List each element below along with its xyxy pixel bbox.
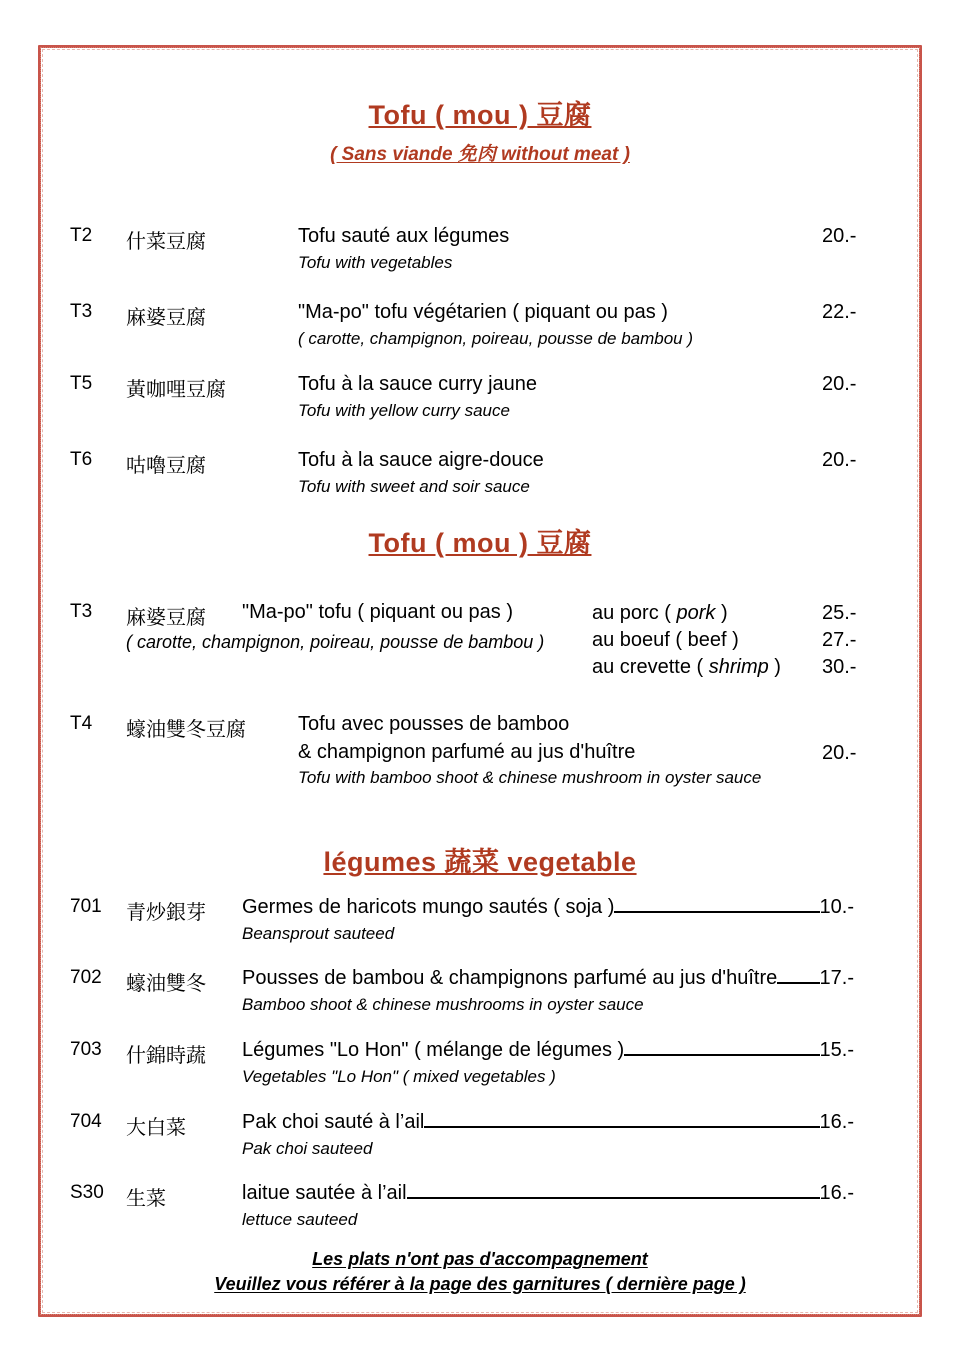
price-leader-line: [614, 910, 819, 913]
item-name-chinese: 蠔油雙冬: [126, 973, 206, 995]
item-variant: au porc ( pork ): [592, 602, 728, 624]
item-name-english: Vegetables "Lo Hon" ( mixed vegetables ): [242, 1067, 556, 1086]
item-name-chinese: 生菜: [126, 1188, 166, 1210]
variant-label-english: beef: [687, 629, 727, 651]
item-name-chinese: 大白菜: [126, 1117, 186, 1139]
item-name-english: Tofu with bamboo shoot & chinese mushroom in oyster sauce: [298, 768, 762, 787]
section-heading-tofu-with-meat: [0, 521, 960, 560]
section-heading-tofu-meatless: [0, 93, 960, 166]
item-name-chinese: 咕嚕豆腐: [126, 455, 206, 477]
item-name-english: Tofu with yellow curry sauce: [298, 401, 510, 420]
item-name-chinese: 黃咖哩豆腐: [126, 379, 226, 401]
section-title: légumes 蔬菜 vegetable: [323, 847, 637, 877]
item-name-english: Tofu with sweet and soir sauce: [298, 477, 530, 496]
footer-line-2: Veuillez vous référer à la page des garnitures ( dernière page ): [214, 1274, 746, 1294]
item-code: T2: [70, 225, 93, 246]
item-price: 16.-: [819, 1111, 854, 1133]
item-name-french: Pak choi sauté à l’ail: [242, 1111, 425, 1133]
section-title: Tofu ( mou ) 豆腐: [368, 100, 592, 130]
item-price-row: [242, 896, 854, 919]
footer-note: [0, 1247, 960, 1297]
item-name-french: Légumes "Lo Hon" ( mélange de légumes ): [242, 1039, 625, 1061]
item-name-chinese: 什菜豆腐: [126, 231, 206, 253]
item-price-row: [242, 1182, 854, 1205]
section-subtitle: ( Sans viande 免肉 without meat ): [330, 144, 630, 165]
item-code: T3: [70, 601, 93, 622]
price-leader-line: [777, 981, 819, 984]
item-name-french: Tofu sauté aux légumes: [298, 225, 510, 247]
item-name-french: Pousses de bambou & champignons parfumé au jus d'huître: [242, 967, 778, 989]
item-code: 703: [70, 1039, 102, 1060]
item-code: 704: [70, 1111, 102, 1132]
item-code: 701: [70, 896, 102, 917]
item-name-french: "Ma-po" tofu végétarien ( piquant ou pas ): [298, 301, 668, 323]
item-name-english: Pak choi sauteed: [242, 1139, 373, 1158]
item-name-english: Tofu with vegetables: [298, 253, 453, 272]
item-name-french: Tofu à la sauce curry jaune: [298, 373, 538, 395]
item-variant: au boeuf ( beef ): [592, 629, 739, 651]
footer-line-1: Les plats n'ont pas d'accompagnement: [312, 1249, 648, 1269]
item-name-french-line2: & champignon parfumé au jus d'huître: [298, 741, 636, 763]
section-heading-vegetables: [0, 840, 960, 879]
variant-label-french: au crevette: [592, 656, 691, 678]
item-price-row: [242, 1039, 854, 1062]
item-name-chinese: 青炒銀芽: [126, 902, 206, 924]
item-name-french: "Ma-po" tofu ( piquant ou pas ): [242, 601, 514, 623]
variant-label-french: au porc: [592, 602, 659, 624]
variant-label-english: pork: [676, 602, 716, 624]
price-leader-line: [624, 1053, 819, 1056]
item-code: T4: [70, 713, 93, 734]
item-name-french-line1: Tofu avec pousses de bamboo: [298, 713, 570, 735]
item-name-french: Germes de haricots mungo sautés ( soja ): [242, 896, 615, 918]
item-price-row: [242, 967, 854, 990]
item-price: 10.-: [819, 896, 854, 918]
item-price-row: [242, 1111, 854, 1134]
item-name-french: laitue sautée à l’ail: [242, 1182, 407, 1204]
price-leader-line: [424, 1125, 819, 1128]
item-price: 20.-: [822, 225, 857, 247]
item-name-english: Beansprout sauteed: [242, 924, 395, 943]
item-price: 17.-: [819, 967, 854, 989]
item-price: 20.-: [822, 373, 857, 395]
item-name-french: Tofu à la sauce aigre-douce: [298, 449, 544, 471]
item-price: 27.-: [822, 629, 857, 651]
variant-label-english: shrimp: [708, 656, 769, 678]
item-variant: au crevette ( shrimp ): [592, 656, 781, 678]
item-name-english: lettuce sauteed: [242, 1210, 358, 1229]
item-name-chinese: 麻婆豆腐: [126, 307, 206, 329]
item-price: 22.-: [822, 301, 857, 323]
item-code: T3: [70, 301, 93, 322]
item-price: 25.-: [822, 602, 857, 624]
item-price: 15.-: [819, 1039, 854, 1061]
item-name-chinese: 麻婆豆腐: [126, 607, 206, 629]
item-ingredients-note: ( carotte, champignon, poireau, pousse de bambou ): [126, 632, 545, 652]
item-price: 16.-: [819, 1182, 854, 1204]
item-name-english: ( carotte, champignon, poireau, pousse de bambou ): [298, 329, 694, 348]
variant-label-french: au boeuf: [592, 629, 670, 651]
price-leader-line: [407, 1196, 820, 1199]
section-title: Tofu ( mou ) 豆腐: [368, 528, 592, 558]
item-price: 20.-: [822, 449, 857, 471]
item-name-chinese: 什錦時蔬: [126, 1045, 206, 1067]
item-code: S30: [70, 1182, 104, 1203]
item-code: T6: [70, 449, 93, 470]
item-code: 702: [70, 967, 102, 988]
item-price: 20.-: [822, 742, 857, 764]
item-price: 30.-: [822, 656, 857, 678]
item-name-english: Bamboo shoot & chinese mushrooms in oyster sauce: [242, 995, 644, 1014]
item-name-chinese: 蠔油雙冬豆腐: [126, 719, 246, 741]
item-code: T5: [70, 373, 93, 394]
